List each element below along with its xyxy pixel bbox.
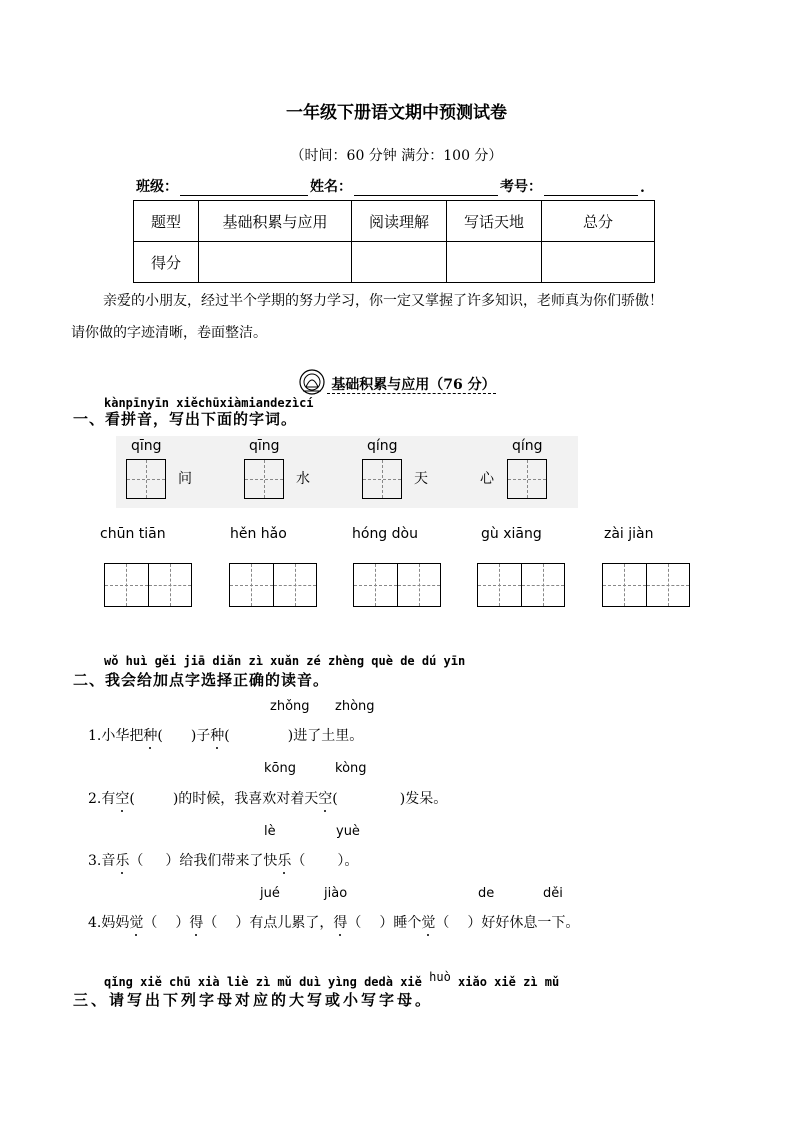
number-label: 考号： [500,179,542,195]
bell-ornament-icon [297,367,327,397]
q2-4-pinyin-a: jué [260,886,280,901]
q2-pinyin: wǒ huì gěi jiā diǎn zì xuǎn zé zhèng què de dú yīn [104,654,466,668]
q2-2-pinyin-b: kòng [335,761,367,776]
writing-box[interactable] [244,459,284,499]
class-label: 班级： [136,179,178,195]
page-title: 一年级下册语文期中预测试卷 [286,103,507,123]
q1-pinyin-4: qíng [512,438,543,454]
info-end-mark: . [640,180,645,196]
q2-4-pinyin-d: děi [543,886,563,901]
q1-char-4: 心 [480,471,494,487]
score-header-cell: 写话天地 [447,201,542,242]
writing-box[interactable] [362,459,402,499]
score-table-score-row [134,242,655,283]
q2-3-pinyin-b: yuè [336,824,360,839]
q1-word-pinyin-2: hěn hǎo [230,526,287,542]
q1-pinyin: kànpīnyīn xiěchūxiàmiandezìcí [104,396,314,410]
q1-word-pinyin-3: hóng dòu [352,526,418,542]
q2-1-sentence: 1.小华把种( )子种( )进了土里。 [88,728,364,744]
exam-subtitle: （时间：60 分钟 满分：100 分） [290,148,503,164]
q1-pinyin-2: qīng [249,438,280,454]
word-writing-box[interactable] [353,563,441,607]
word-writing-box[interactable] [602,563,690,607]
score-header-cell: 基础积累与应用 [199,201,352,242]
q1-char-3: 天 [414,471,428,487]
q3-pinyin: qǐng xiě chū xià liè zì mǔ duì yìng dedà xiě huò xiǎo xiě zì mǔ [104,970,560,989]
q2-2-sentence: 2.有空( )的时候，我喜欢对着天空( )发呆。 [88,791,448,807]
q1-word-pinyin-5: zài jiàn [604,526,654,542]
score-table-header-row [134,201,655,242]
q2-2-pinyin-a: kōng [264,761,296,776]
writing-box[interactable] [507,459,547,499]
q2-4-pinyin-b: jiào [324,886,348,901]
score-header-cell: 题型 [134,201,199,242]
q1-char-2: 水 [296,471,310,487]
q2-4-sentence: 4.妈妈觉（ ）得（ ）有点儿累了，得（ ）睡个觉（ ）好好休息一下。 [88,915,580,931]
score-row-label: 得分 [134,242,199,283]
section-label: 基础积累与应用（76 分） [327,377,495,394]
name-label: 姓名： [310,179,352,195]
q2-4-pinyin-c: de [478,886,495,901]
q2-1-pinyin-b: zhòng [335,699,375,714]
score-cell[interactable] [199,242,352,283]
q1-word-pinyin-1: chūn tiān [100,526,166,542]
q3-title: 三、请写出下列字母对应的大写或小写字母。 [73,991,434,1009]
q1-title: 一、看拼音，写出下面的字词。 [73,410,298,428]
q1-word-pinyin-4: gù xiāng [481,526,542,542]
score-cell[interactable] [542,242,655,283]
intro-line-2: 请你做的字迹清晰，卷面整洁。 [71,325,267,341]
name-field[interactable] [354,180,498,196]
score-header-cell: 阅读理解 [352,201,447,242]
word-writing-box[interactable] [104,563,192,607]
q2-3-sentence: 3.音乐（ ）给我们带来了快乐（ ）。 [88,853,359,869]
writing-box[interactable] [126,459,166,499]
q1-pinyin-3: qíng [367,438,398,454]
score-cell[interactable] [447,242,542,283]
number-field[interactable] [544,180,638,196]
class-field[interactable] [180,180,308,196]
q2-1-pinyin-a: zhǒng [270,699,310,714]
q2-3-pinyin-a: lè [264,824,276,839]
intro-line-1: 亲爱的小朋友，经过半个学期的努力学习，你一定又掌握了许多知识，老师真为你们骄傲！ [103,293,663,309]
word-writing-box[interactable] [477,563,565,607]
word-writing-box[interactable] [229,563,317,607]
score-cell[interactable] [352,242,447,283]
score-table [133,200,655,283]
q1-char-1: 问 [178,471,192,487]
q1-pinyin-1: qīng [131,438,162,454]
q2-title: 二、我会给加点字选择正确的读音。 [73,671,330,689]
score-header-cell: 总分 [542,201,655,242]
student-info-line [136,176,645,196]
